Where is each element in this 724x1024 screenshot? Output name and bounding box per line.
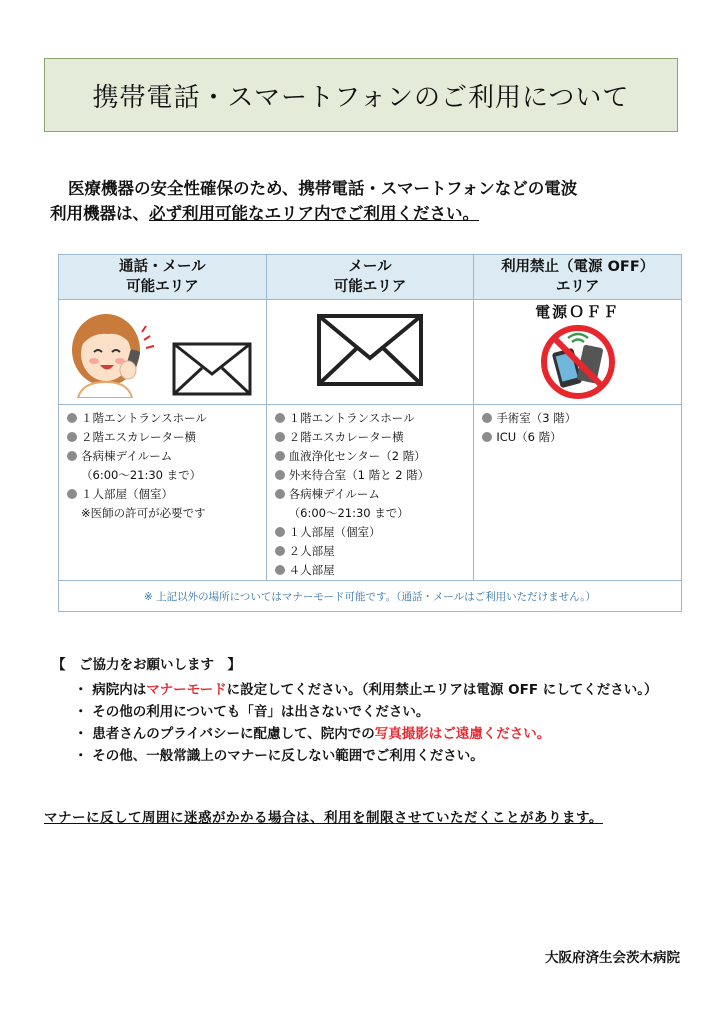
col-header-mail [266, 255, 474, 300]
list-item: ２人部屋 [275, 542, 468, 561]
list-item: ４人部屋 [275, 561, 468, 580]
col-header-call-mail [59, 255, 267, 300]
list-item: ICU（6 階） [482, 428, 675, 447]
title-box [44, 58, 678, 132]
image-cell-mail [266, 300, 474, 405]
intro-line-2-plain: 利用機器は、 [50, 204, 149, 223]
col-header-prohibited-line1: 利用禁止（電源 OFF） [501, 259, 655, 275]
phone-call-woman-and-envelope-icon [62, 302, 262, 398]
cooperation-item-1-red: マナーモード [146, 682, 227, 698]
col-header-mail-line2: 可能エリア [333, 279, 407, 295]
col-header-call-mail-line2: 可能エリア [126, 279, 199, 295]
list-item: 血液浄化センター（2 階） [275, 447, 468, 466]
list-item: ２階エスカレーター横 [275, 428, 468, 447]
area-table [58, 254, 682, 612]
list-item: 各病棟デイルーム [275, 485, 468, 504]
list-mail [266, 405, 474, 581]
list-item: １人部屋（個室） [275, 523, 468, 542]
intro-text [50, 176, 690, 226]
cooperation-item-2: ・ その他の利用についても「音」は出さないでください。 [74, 704, 430, 720]
cooperation-item-4: ・ その他、一般常識上のマナーに反しない範囲でご利用ください。 [74, 748, 484, 764]
page-title: 携帯電話・スマートフォンのご利用について [92, 82, 630, 113]
cooperation-item-1 [52, 679, 702, 701]
list-item: ２階エスカレーター横 [67, 428, 260, 447]
list-prohibited [474, 405, 682, 581]
col-header-call-mail-line1: 通話・メール [118, 259, 206, 275]
list-item-note: （6:00～21:30 まで） [81, 468, 202, 482]
list-item: １人部屋（個室） [67, 485, 260, 504]
intro-line-1: 医療機器の安全性確保のため、携帯電話・スマートフォンなどの電波 [68, 179, 578, 198]
col-header-prohibited [474, 255, 682, 300]
list-item: 各病棟デイルーム [67, 447, 260, 466]
no-phone-icon [538, 324, 618, 400]
cooperation-section [52, 653, 702, 767]
col-header-mail-line1: メール [348, 259, 392, 275]
cooperation-item-1-a: ・ 病院内は [74, 682, 147, 698]
intro-line-2 [50, 204, 479, 223]
warning-text: マナーに反して周囲に迷惑がかかる場合は、利用を制限させていただくことがあります。 [44, 810, 603, 826]
list-item: 外来待合室（1 階と 2 階） [275, 466, 468, 485]
cooperation-item-3 [52, 723, 702, 745]
cooperation-heading: 【 ご協力をお願いします 】 [52, 657, 241, 673]
col-header-prohibited-line2: エリア [555, 279, 600, 295]
list-item: １階エントランスホール [275, 409, 468, 428]
cooperation-item-1-b: に設定してください。（利用禁止エリアは電源 OFF にしてください。） [226, 682, 658, 698]
envelope-icon [315, 312, 425, 388]
list-item: １階エントランスホール [67, 409, 260, 428]
list-call-mail [59, 405, 267, 581]
hospital-name: 大阪府済生会茨木病院 [545, 950, 680, 966]
cooperation-item-3-a: ・ 患者さんのプライバシーに配慮して、院内での [74, 726, 375, 742]
table-note: ※ 上記以外の場所についてはマナーモード可能です。（通話・メールはご利用いただけません。） [59, 581, 682, 612]
list-item-note: （6:00～21:30 まで） [288, 506, 409, 520]
image-cell-call-mail [59, 300, 267, 405]
list-item-note: ※医師の許可が必要です [81, 506, 206, 520]
power-off-label: 電源ＯＦＦ [535, 302, 621, 321]
list-item: 手術室（3 階） [482, 409, 675, 428]
cooperation-item-3-red: 写真撮影はご遠慮ください。 [374, 726, 551, 742]
image-cell-prohibited [474, 300, 682, 405]
intro-line-2-underlined: 必ず利用可能なエリア内でご利用ください。 [149, 204, 479, 223]
